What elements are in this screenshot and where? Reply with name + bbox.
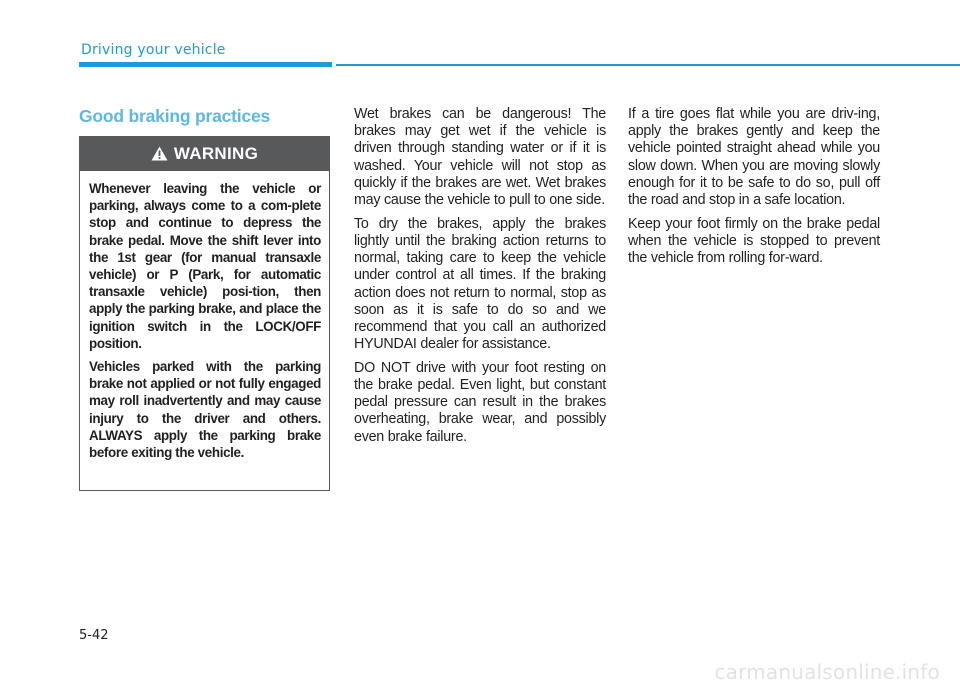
body-paragraph: Keep your foot firmly on the brake pedal when the vehicle is stopped to prevent the vehicle from rolling for-ward. xyxy=(628,215,880,267)
body-paragraph: If a tire goes flat while you are driv-ing, apply the brakes gently and keep the vehicle pointed straight ahead while you slow down. When you are moving slowly enough for it to be safe to do so, pull off the road and stop in a safe location. xyxy=(628,106,880,209)
chapter-title: Driving your vehicle xyxy=(81,42,226,58)
body-paragraph: To dry the brakes, apply the brakes lightly until the braking action returns to normal, taking care to keep the vehicle under control at all times. If the braking action does not return to normal, stop as soon as it is safe to do so and we recommend that you call an authorized HYUNDAI dealer for assistance. xyxy=(354,215,606,353)
warning-label: WARNING xyxy=(173,144,259,163)
warning-body xyxy=(80,171,329,461)
warning-triangle-icon xyxy=(151,146,168,161)
page-number: 5-42 xyxy=(79,628,109,643)
warning-header xyxy=(80,137,329,171)
watermark: carmanualsonline.info xyxy=(714,660,940,684)
section-title: Good braking practices xyxy=(79,106,271,126)
body-paragraph: DO NOT drive with your foot resting on the brake pedal. Even light, but constant pedal pressure can result in the brakes overheating, brake wear, and possibly even brake failure. xyxy=(354,359,606,445)
warning-paragraph: Whenever leaving the vehicle or parking, always come to a com-plete stop and continue to depress the brake pedal. Move the shift lever into the 1st gear (for manual transaxle vehicle) or P (Park, for automatic transaxle vehicle) posi-tion, then apply the parking brake, and place the ignition switch in the LOCK/OFF position. xyxy=(89,181,321,351)
text-column-right xyxy=(628,106,880,274)
header-rule-thin xyxy=(336,64,960,66)
warning-box xyxy=(79,136,330,491)
warning-paragraph: Vehicles parked with the parking brake not applied or not fully engaged may roll inadvertently and may cause injury to the driver and others. ALWAYS apply the parking brake before exiting the vehicle. xyxy=(89,359,321,461)
header-rule-thick xyxy=(79,62,332,67)
text-column-middle xyxy=(354,106,606,452)
body-paragraph: Wet brakes can be dangerous! The brakes may get wet if the vehicle is driven through standing water or if it is washed. Your vehicle will not stop as quickly if the brakes are wet. Wet brakes may cause the vehicle to pull to one side. xyxy=(354,106,606,209)
